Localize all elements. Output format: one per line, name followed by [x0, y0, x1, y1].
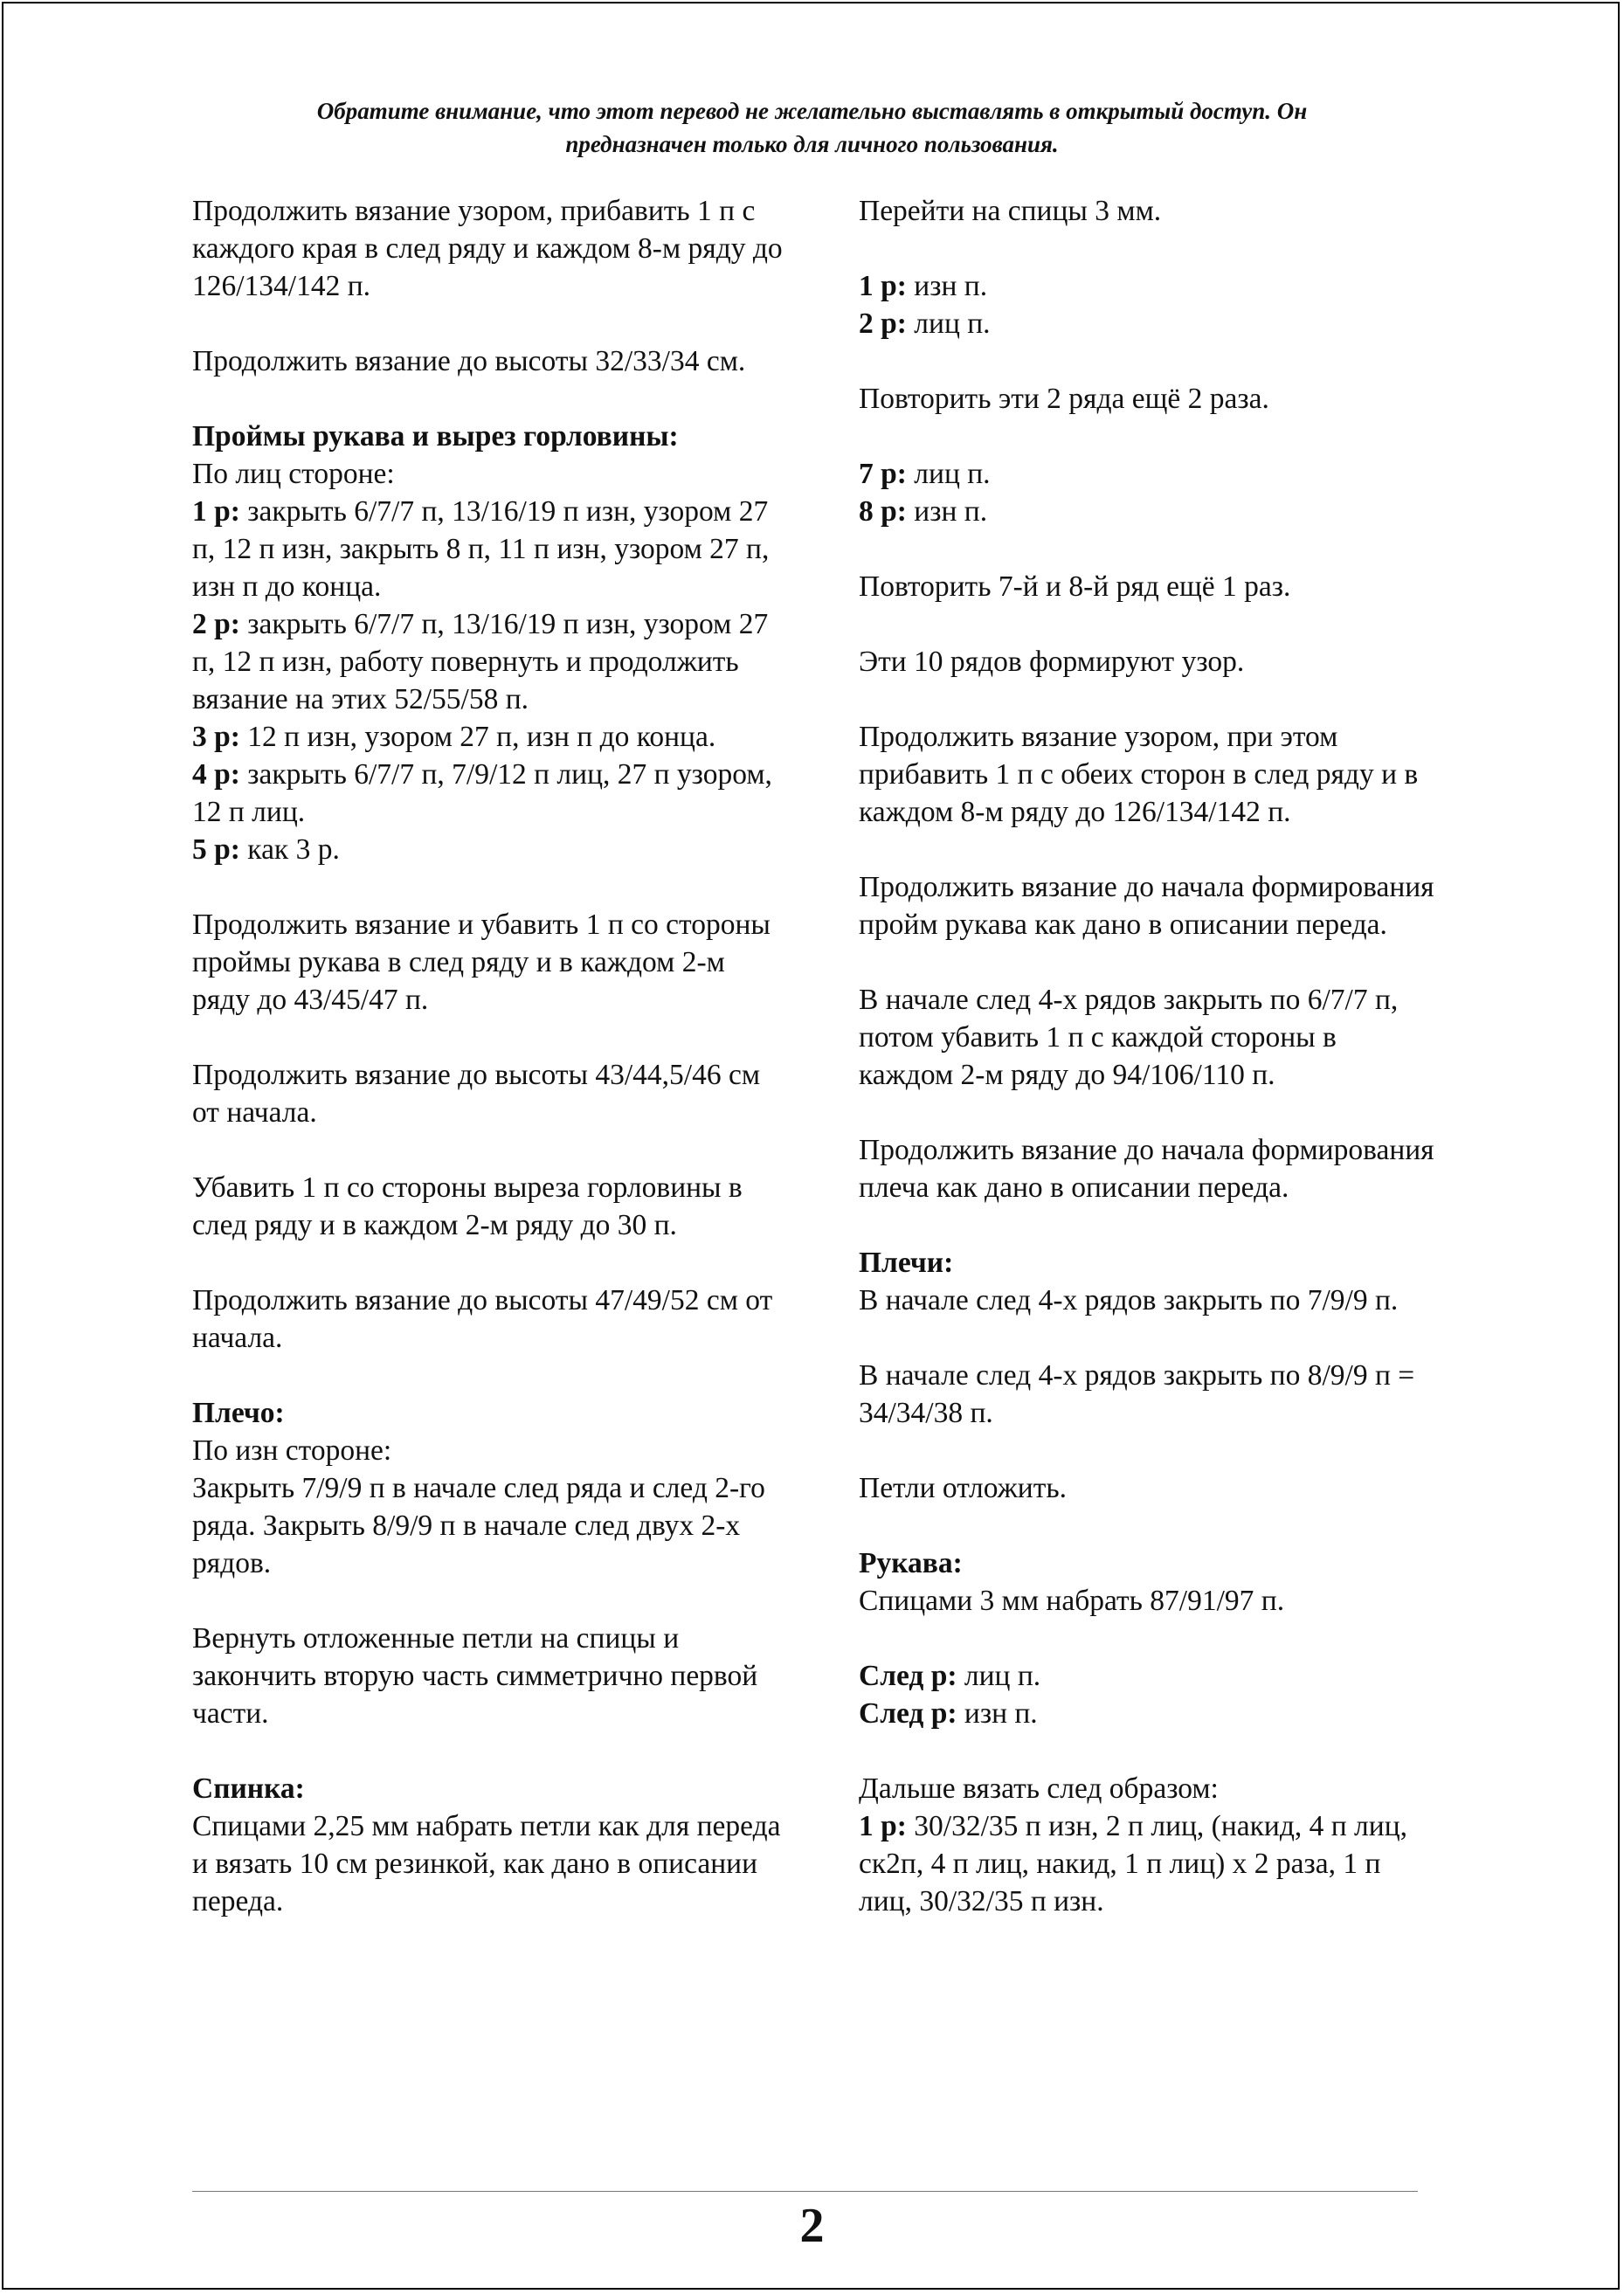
section-text: В начале след 4-х рядов закрыть по 7/9/9 п.	[859, 1284, 1399, 1316]
section-heading: Проймы рукава и вырез горловины:	[192, 420, 679, 453]
row-instruction: 3 р: 12 п изн, узором 27 п, изн п до конца.	[192, 721, 716, 753]
row-instruction: 4 р: закрыть 6/7/7 п, 7/9/12 п лиц, 27 п узором, 12 п лиц.	[192, 758, 772, 828]
left-column	[192, 192, 786, 1920]
row-instruction: 2 р: закрыть 6/7/7 п, 13/16/19 п изн, узором 27 п, 12 п изн, работу повернуть и продолжить вязание на этих 52/55/58 п.	[192, 608, 769, 715]
section-text: Спицами 3 мм набрать 87/91/97 п.	[859, 1585, 1285, 1617]
section-heading: Плечо:	[192, 1397, 285, 1429]
paragraph: Продолжить вязание до начала формирования пройм рукава как дано в описании переда.	[859, 871, 1434, 941]
paragraph: Продолжить вязание узором, прибавить 1 п с каждого края в след ряду и каждом 8-м ряду до 126/134/142 п.	[192, 195, 783, 302]
section-text: Закрыть 7/9/9 п в начале след ряда и след 2-го ряда. Закрыть 8/9/9 п в начале след двух 2-х рядов.	[192, 1472, 765, 1579]
page-number: 2	[799, 2199, 825, 2253]
paragraph: Эти 10 рядов формируют узор.	[859, 646, 1245, 678]
further-section	[859, 1770, 1435, 1920]
paragraph: Повторить 7-й и 8-й ряд ещё 1 раз.	[859, 570, 1291, 603]
paragraph: Повторить эти 2 ряда ещё 2 раза.	[859, 383, 1269, 415]
rows-group	[859, 1657, 1435, 1732]
row-instruction: 7 р: лиц п.	[859, 458, 991, 490]
row-instruction: След р: лиц п.	[859, 1660, 1041, 1692]
row-instruction: След р: изн п.	[859, 1697, 1038, 1730]
armholes-section	[192, 418, 786, 868]
notice-line-1: Обратите внимание, что этот перевод не желательно выставлять в открытый доступ. Он	[316, 98, 1308, 124]
paragraph: Продолжить вязание до начала формирования плеча как дано в описании переда.	[859, 1134, 1434, 1204]
paragraph: Петли отложить.	[859, 1472, 1068, 1504]
side-label: По лиц стороне:	[192, 458, 395, 490]
shoulder-section	[192, 1394, 786, 1582]
paragraph: Продолжить вязание до высоты 32/33/34 см.	[192, 345, 746, 377]
section-heading: Плечи:	[859, 1247, 954, 1279]
right-column	[859, 192, 1435, 1920]
paragraph: В начале след 4-х рядов закрыть по 8/9/9 п = 34/34/38 п.	[859, 1359, 1415, 1429]
section-heading: Рукава:	[859, 1547, 963, 1579]
paragraph: Продолжить вязание и убавить 1 п со стороны проймы рукава в след ряду и в каждом 2-м ряду до 43/45/47 п.	[192, 909, 771, 1016]
paragraph: Продолжить вязание до высоты 47/49/52 см от начала.	[192, 1284, 773, 1354]
paragraph: Убавить 1 п со стороны выреза горловины в след ряду и в каждом 2-м ряду до 30 п.	[192, 1171, 743, 1241]
rows-group	[859, 267, 1435, 342]
paragraph: Перейти на спицы 3 мм.	[859, 195, 1162, 227]
section-text: Дальше вязать след образом:	[859, 1772, 1219, 1805]
shoulders-section	[859, 1244, 1435, 1319]
back-section	[192, 1770, 786, 1920]
copyright-notice	[149, 94, 1475, 161]
paragraph: Вернуть отложенные петли на спицы и закончить вторую часть симметрично первой части.	[192, 1622, 758, 1730]
paragraph: В начале след 4-х рядов закрыть по 6/7/7 п, потом убавить 1 п с каждой стороны в каждом 2-м ряду до 94/106/110 п.	[859, 984, 1399, 1091]
section-text: Спицами 2,25 мм набрать петли как для переда и вязать 10 см резинкой, как дано в описании переда.	[192, 1810, 781, 1917]
paragraph: Продолжить вязание узором, при этом прибавить 1 п с обеих сторон в след ряду и в каждом 8-м ряду до 126/134/142 п.	[859, 721, 1419, 828]
row-instruction: 2 р: лиц п.	[859, 307, 991, 340]
section-heading: Спинка:	[192, 1772, 305, 1805]
paragraph: Продолжить вязание до высоты 43/44,5/46 см от начала.	[192, 1059, 761, 1129]
row-instruction: 5 р: как 3 р.	[192, 833, 340, 866]
notice-line-2: предназначен только для личного пользования.	[565, 131, 1059, 157]
row-instruction: 1 р: закрыть 6/7/7 п, 13/16/19 п изн, узором 27 п, 12 п изн, закрыть 8 п, 11 п изн, узором 27 п, изн п до конца.	[192, 495, 770, 603]
row-instruction: 8 р: изн п.	[859, 495, 988, 528]
row-instruction: 1 р: изн п.	[859, 270, 988, 302]
rows-group	[859, 455, 1435, 530]
side-label: По изн стороне:	[192, 1434, 392, 1467]
row-instruction: 1 р: 30/32/35 п изн, 2 п лиц, (накид, 4 п лиц, ск2п, 4 п лиц, накид, 1 п лиц) х 2 раза, 1 п лиц, 30/32/35 п изн.	[859, 1810, 1408, 1917]
sleeves-section	[859, 1544, 1435, 1620]
